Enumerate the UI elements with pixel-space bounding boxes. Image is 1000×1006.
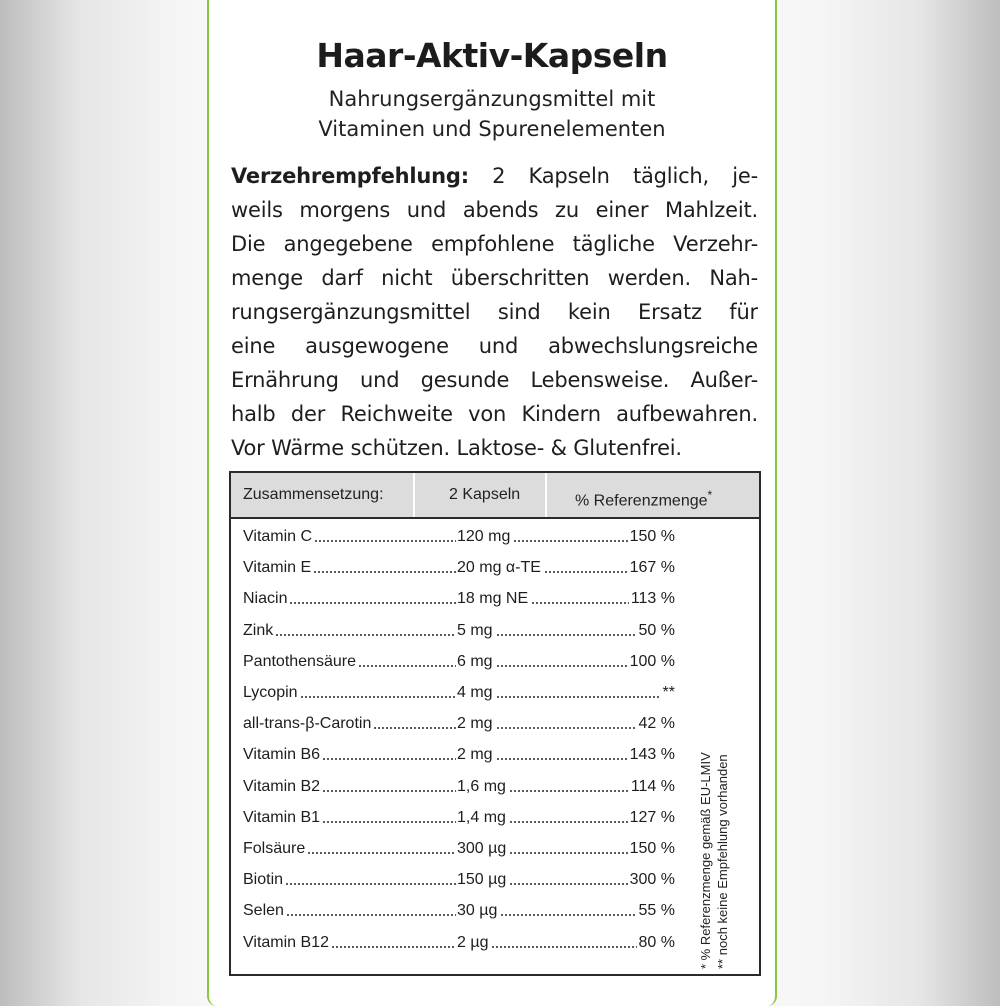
advice-heading: Verzehrempfehlung: — [231, 164, 469, 188]
nutrient-amount: 150 µg — [457, 871, 507, 889]
dot-leader — [358, 665, 456, 667]
nutrient-name: Lycopin — [243, 684, 298, 701]
nutrient-name: Vitamin B1 — [243, 808, 321, 826]
nutrient-reference-percent: 55 % — [638, 902, 675, 920]
dot-leader — [286, 914, 456, 916]
nutrient-reference-percent: 127 % — [629, 808, 675, 826]
nutrient-name: Vitamin B2 — [243, 777, 321, 795]
footnotes-rotated — [697, 691, 731, 969]
nutrient-amount: 1,6 mg — [457, 777, 506, 795]
table-row — [243, 743, 675, 767]
product-subtitle — [209, 84, 775, 144]
dot-leader — [496, 634, 637, 636]
table-row — [243, 587, 675, 611]
nutrient-reference-percent: ** — [662, 684, 675, 701]
dot-leader — [331, 946, 456, 948]
nutrient-amount: 20 mg α-TE — [457, 559, 541, 577]
dot-leader — [322, 790, 456, 792]
dot-leader — [496, 665, 628, 667]
dot-leader — [496, 758, 628, 760]
dot-leader — [509, 883, 628, 885]
table-row — [243, 681, 675, 705]
advice-line: menge darf nicht überschritten werden. Nah- — [231, 266, 758, 290]
dot-leader — [496, 696, 661, 698]
advice-line: Ernährung und gesunde Lebensweise. Außer- — [231, 368, 758, 392]
nutrient-amount: 2 µg — [457, 933, 489, 951]
advice-line: rungsergänzungsmittel sind kein Ersatz für — [231, 300, 758, 324]
table-row — [243, 556, 675, 580]
dot-leader — [275, 634, 456, 636]
header-reference — [575, 473, 712, 517]
table-header — [231, 473, 759, 519]
nutrient-reference-percent: 167 % — [629, 559, 675, 577]
table-row — [243, 899, 675, 923]
nutrient-amount: 2 mg — [457, 715, 493, 733]
header-reference-label: % Referenzmenge — [575, 492, 708, 510]
subtitle-line: Nahrungsergänzungsmittel mit — [328, 87, 656, 111]
dot-leader — [496, 727, 637, 729]
dot-leader — [509, 852, 628, 854]
header-amount: 2 Kapseln — [449, 486, 521, 503]
nutrient-amount: 6 mg — [457, 652, 493, 670]
advice-line — [231, 159, 758, 193]
nutrient-amount: 120 mg — [457, 528, 511, 545]
dot-leader — [307, 852, 456, 854]
advice-line: Die angegebene empfohlene tägliche Verzehr- — [231, 232, 758, 256]
nutrient-reference-percent: 113 % — [630, 590, 675, 608]
nutrient-name: Folsäure — [243, 840, 306, 857]
nutrient-name: all-trans-β-Carotin — [243, 715, 372, 733]
nutrient-reference-percent: 300 % — [629, 871, 675, 889]
table-row — [243, 650, 675, 674]
dot-leader — [531, 602, 629, 604]
nutrient-amount: 1,4 mg — [457, 808, 506, 826]
table-row — [243, 775, 675, 799]
dot-leader — [544, 571, 628, 573]
table-row — [243, 619, 675, 643]
nutrient-name: Vitamin B12 — [243, 933, 329, 951]
nutrient-reference-percent: 100 % — [629, 652, 675, 670]
dot-leader — [314, 540, 456, 542]
nutrient-amount: 30 µg — [457, 902, 498, 920]
nutrient-name: Niacin — [243, 590, 288, 608]
dot-leader — [322, 821, 456, 823]
header-divider — [545, 473, 547, 517]
table-row — [243, 868, 675, 892]
dot-leader — [509, 790, 629, 792]
dot-leader — [289, 602, 456, 604]
footnote: ** noch keine Empfehlung vorhanden — [715, 754, 730, 969]
footnote: * % Referenzmenge gemäß EU-LMIV — [698, 752, 713, 969]
nutrient-reference-percent: 42 % — [638, 715, 675, 733]
header-reference-mark: * — [707, 488, 713, 502]
dot-leader — [491, 946, 637, 948]
advice-line: weils morgens und abends zu einer Mahlzeit. — [231, 198, 758, 222]
header-divider — [413, 473, 415, 517]
dot-leader — [300, 696, 456, 698]
consumption-advice — [231, 159, 758, 465]
nutrient-reference-percent: 143 % — [629, 746, 675, 764]
nutrient-amount: 5 mg — [457, 621, 493, 639]
table-row — [243, 931, 675, 955]
table-row — [243, 837, 675, 861]
header-composition: Zusammensetzung: — [243, 486, 384, 503]
nutrient-reference-percent: 50 % — [638, 621, 675, 639]
nutrient-name: Vitamin C — [243, 528, 313, 545]
dot-leader — [285, 883, 456, 885]
table-row — [243, 525, 675, 549]
nutrient-amount: 18 mg NE — [457, 590, 529, 608]
dot-leader — [500, 914, 637, 916]
advice-line: eine ausgewogene und abwechslungsreiche — [231, 334, 758, 358]
dot-leader — [513, 540, 628, 542]
nutrient-reference-percent: 80 % — [638, 933, 675, 951]
product-title: Haar-Aktiv-Kapseln — [316, 36, 668, 75]
nutrient-reference-percent: 150 % — [629, 528, 675, 545]
dot-leader — [313, 571, 456, 573]
nutrient-name: Biotin — [243, 871, 284, 889]
nutrient-name: Vitamin E — [243, 559, 312, 577]
subtitle-line: Vitaminen und Spurenelementen — [318, 117, 666, 141]
advice-text: 2 Kapseln täglich, je- — [468, 164, 758, 188]
nutrient-name: Pantothensäure — [243, 652, 356, 670]
nutrient-name: Zink — [243, 621, 274, 639]
nutrient-name: Selen — [243, 902, 284, 920]
table-row — [243, 806, 675, 830]
advice-line: Vor Wärme schützen. Laktose- & Glutenfrei. — [231, 436, 682, 460]
table-row — [243, 712, 675, 736]
nutrition-table — [229, 471, 761, 976]
nutrient-reference-percent: 150 % — [629, 840, 675, 857]
dot-leader — [322, 758, 456, 760]
nutrient-reference-percent: 114 % — [630, 777, 675, 795]
nutrient-name: Vitamin B6 — [243, 746, 321, 764]
nutrient-amount: 4 mg — [457, 684, 493, 701]
footnotes — [697, 691, 757, 973]
dot-leader — [509, 821, 628, 823]
nutrient-amount: 2 mg — [457, 746, 493, 764]
product-label — [207, 0, 777, 1006]
dot-leader — [373, 727, 456, 729]
advice-line: halb der Reichweite von Kindern aufbewahren. — [231, 402, 758, 426]
nutrient-amount: 300 µg — [457, 840, 507, 857]
